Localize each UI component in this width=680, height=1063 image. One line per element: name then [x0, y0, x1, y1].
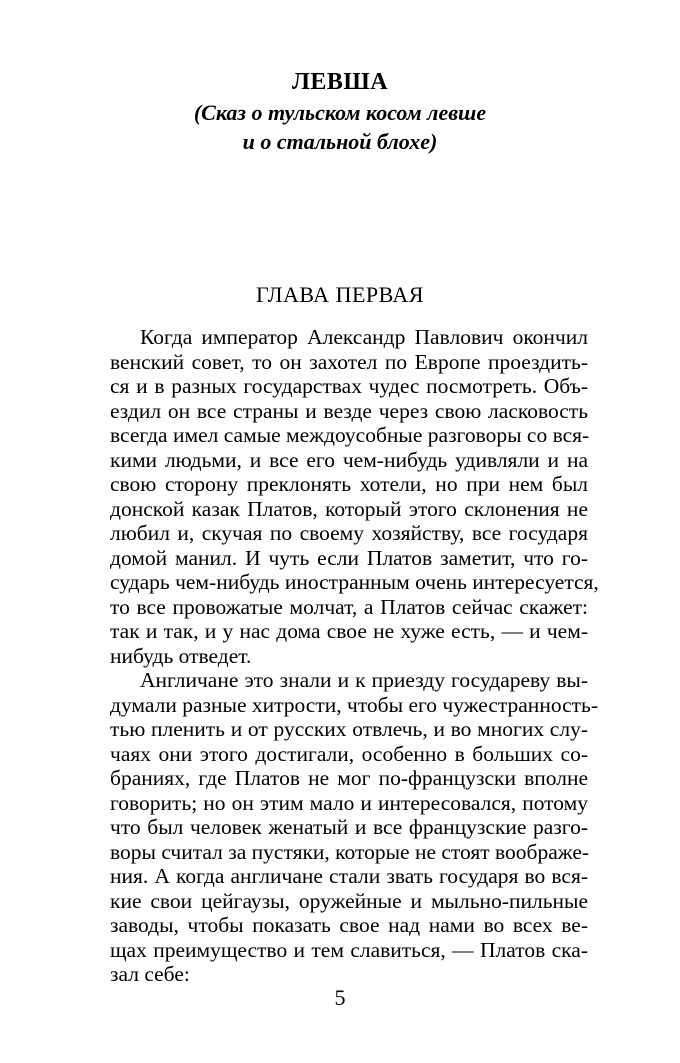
text-line: Англичане это знали и к приезду государеву вы- [140, 668, 588, 692]
text-line: ния. А когда англичане стали звать государя во вся- [110, 864, 588, 888]
text-line: ездил он все страны и везде через свою ласковость [110, 398, 588, 423]
text-line: думали разные хитрости, чтобы его чужестранность- [110, 692, 599, 717]
text-line: что был человек женатый и все французские разго- [110, 815, 588, 839]
text-line: домой манил. И чуть если Платов заметит, что го- [110, 545, 588, 570]
text-line: чаях они этого достигали, особенно в больших со- [110, 741, 588, 766]
text-line: воры считал за пустяки, которые не стоят воображе- [110, 839, 590, 864]
text-line: браниях, где Платов не мог по-французски вполне [110, 766, 588, 790]
chapter-heading: ГЛАВА ПЕРВАЯ [256, 282, 424, 307]
text-line: зал себе: [110, 962, 190, 986]
text-line: щах преимущество и тем славиться, — Платов ска- [110, 937, 588, 962]
story-title: ЛЕВША [291, 69, 389, 95]
text-line: свою сторону преклонять хотели, но при нем был [110, 472, 588, 496]
text-line: заводы, чтобы показать свое над нами во всех ве- [110, 913, 588, 937]
text-line: венский совет, то он захотел по Европе проездить- [110, 349, 588, 374]
text-line: говорить; но он этим мало и интересовался, потому [110, 790, 588, 815]
story-subtitle [0, 98, 680, 156]
text-line: нибудь отведет. [110, 643, 252, 668]
text-line: любил и, скучая по своему хозяйству, все государя [110, 521, 588, 545]
text-line: ся и в разных государствах чудес посмотреть. Объ- [110, 374, 588, 398]
subtitle-line: и о стальной блохе) [242, 129, 438, 154]
text-line: всегда имел самые междоусобные разговоры со вся- [110, 423, 590, 447]
text-line: сударь чем-нибудь иностранным очень интересуется, [110, 570, 599, 594]
text-line: так и так, и у нас дома свое не хуже есть, — и чем- [110, 619, 588, 643]
page-number: 5 [334, 985, 346, 1010]
text-line: тью пленить и от русских отвлечь, и во многих слу- [110, 717, 588, 741]
text-line: кими людьми, и все его чем-нибудь удивляли и на [110, 447, 588, 472]
text-line: Когда император Александр Павлович окончил [140, 325, 588, 349]
text-line: донской казак Платов, который этого склонения не [110, 496, 588, 521]
subtitle-line: (Сказ о тульском косом левше [193, 100, 487, 125]
body-text [110, 325, 599, 987]
text-line: то все провожатые молчат, а Платов сейчас скажет: [110, 594, 588, 619]
text-line: кие свои цейгаузы, оружейные и мыльно-пильные [110, 888, 588, 913]
